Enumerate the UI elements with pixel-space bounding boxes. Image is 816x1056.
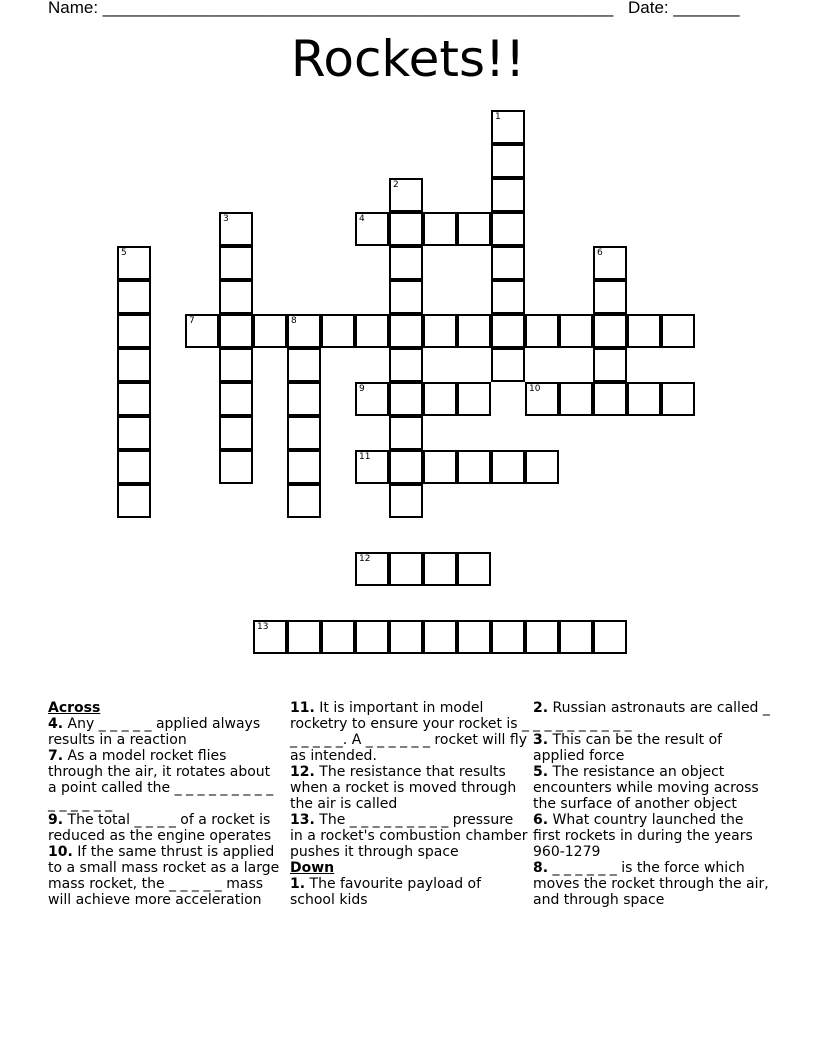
grid-cell[interactable] <box>117 484 151 518</box>
grid-cell[interactable] <box>525 382 559 416</box>
clue-number: 12 <box>359 554 371 564</box>
grid-cell[interactable] <box>389 348 423 382</box>
grid-cell[interactable] <box>525 620 559 654</box>
grid-cell[interactable] <box>457 620 491 654</box>
grid-cell[interactable] <box>491 246 525 280</box>
grid-cell[interactable] <box>219 416 253 450</box>
grid-cell[interactable] <box>457 450 491 484</box>
grid-cell[interactable] <box>355 620 389 654</box>
grid-cell[interactable] <box>491 178 525 212</box>
grid-cell[interactable] <box>117 246 151 280</box>
grid-cell[interactable] <box>491 620 525 654</box>
grid-cell[interactable] <box>593 246 627 280</box>
grid-cell[interactable] <box>389 416 423 450</box>
grid-cell[interactable] <box>559 382 593 416</box>
clue-across-10: 10. If the same thrust is applied to a small mass rocket as a large mass rocket, the _ _ _ _ _ mass will achieve more acceleration <box>48 844 280 908</box>
grid-cell[interactable] <box>389 484 423 518</box>
clue-across-12: 12. The resistance that results when a rocket is moved through the air is called <box>290 764 517 812</box>
grid-cell[interactable] <box>423 620 457 654</box>
grid-cell[interactable] <box>525 450 559 484</box>
grid-cell[interactable] <box>355 314 389 348</box>
clue-down-3: 3. This can be the result of applied force <box>533 732 723 764</box>
clue-down-6: 6. What country launched the first rockets in during the years 960-1279 <box>533 812 753 860</box>
grid-cell[interactable] <box>219 314 253 348</box>
grid-cell[interactable] <box>389 450 423 484</box>
grid-cell[interactable] <box>593 280 627 314</box>
clue-across-7: 7. As a model rocket flies through the air, it rotates about a point called the _ _ _ _ _ _ _ _ _ _ _ _ _ _ _ <box>48 748 274 812</box>
grid-cell[interactable] <box>389 246 423 280</box>
clue-number: 4 <box>359 214 365 224</box>
grid-cell[interactable] <box>593 314 627 348</box>
grid-cell[interactable] <box>355 450 389 484</box>
grid-cell[interactable] <box>389 178 423 212</box>
grid-cell[interactable] <box>627 382 661 416</box>
clue-number: 7 <box>189 316 195 326</box>
clue-number: 9 <box>359 384 365 394</box>
clue-number: 10 <box>529 384 541 394</box>
grid-cell[interactable] <box>117 450 151 484</box>
grid-cell[interactable] <box>185 314 219 348</box>
grid-cell[interactable] <box>389 620 423 654</box>
grid-cell[interactable] <box>219 212 253 246</box>
grid-cell[interactable] <box>321 314 355 348</box>
page-title: Rockets!! <box>290 30 526 88</box>
grid-cell[interactable] <box>491 450 525 484</box>
clue-number: 3 <box>223 214 229 224</box>
grid-cell[interactable] <box>423 552 457 586</box>
grid-cell[interactable] <box>287 620 321 654</box>
grid-cell[interactable] <box>525 314 559 348</box>
grid-cell[interactable] <box>117 280 151 314</box>
grid-cell[interactable] <box>661 382 695 416</box>
grid-cell[interactable] <box>491 144 525 178</box>
grid-cell[interactable] <box>491 348 525 382</box>
grid-cell[interactable] <box>423 314 457 348</box>
clue-number: 6 <box>597 248 603 258</box>
grid-cell[interactable] <box>593 348 627 382</box>
grid-cell[interactable] <box>287 450 321 484</box>
grid-cell[interactable] <box>457 314 491 348</box>
clue-across-11: 11. It is important in model rocketry to ensure your rocket is _ _ _ _ _ _. A _ _ _ _ _ _ rocket will fly as intended. <box>290 700 530 764</box>
clue-number: 13 <box>257 622 269 632</box>
grid-cell[interactable] <box>423 212 457 246</box>
date-field[interactable]: Date: _______ <box>628 0 740 17</box>
grid-cell[interactable] <box>355 382 389 416</box>
name-field[interactable]: Name: ______________________________________________________ <box>48 0 614 17</box>
grid-cell[interactable] <box>219 382 253 416</box>
down-heading: Down <box>290 860 335 876</box>
grid-cell[interactable] <box>491 110 525 144</box>
grid-cell[interactable] <box>219 450 253 484</box>
across-heading: Across <box>48 700 101 716</box>
clue-number: 11 <box>359 452 371 462</box>
grid-cell[interactable] <box>457 552 491 586</box>
clues-column-1 <box>48 700 283 908</box>
grid-cell[interactable] <box>287 382 321 416</box>
grid-cell[interactable] <box>355 212 389 246</box>
clue-number: 5 <box>121 248 127 258</box>
grid-cell[interactable] <box>253 314 287 348</box>
grid-cell[interactable] <box>423 382 457 416</box>
grid-cell[interactable] <box>321 620 355 654</box>
grid-cell[interactable] <box>661 314 695 348</box>
grid-cell[interactable] <box>593 382 627 416</box>
grid-cell[interactable] <box>627 314 661 348</box>
clues-column-3 <box>533 700 773 908</box>
grid-cell[interactable] <box>593 620 627 654</box>
grid-cell[interactable] <box>287 314 321 348</box>
grid-cell[interactable] <box>491 212 525 246</box>
clue-across-4: 4. Any _ _ _ _ _ applied always results in a reaction <box>48 716 261 748</box>
clue-down-1: 1. The favourite payload of school kids <box>290 876 482 908</box>
grid-cell[interactable] <box>389 212 423 246</box>
grid-cell[interactable] <box>219 246 253 280</box>
clue-down-5: 5. The resistance an object encounters while moving across the surface of another object <box>533 764 759 812</box>
clues-column-2 <box>290 700 530 908</box>
grid-cell[interactable] <box>117 416 151 450</box>
clue-across-13: 13. The _ _ _ _ _ _ _ _ _ pressure in a rocket's combustion chamber pushes it through space <box>290 812 528 860</box>
grid-cell[interactable] <box>389 552 423 586</box>
grid-cell[interactable] <box>423 450 457 484</box>
grid-cell[interactable] <box>253 620 287 654</box>
clue-number: 8 <box>291 316 297 326</box>
grid-cell[interactable] <box>389 280 423 314</box>
grid-cell[interactable] <box>287 484 321 518</box>
grid-cell[interactable] <box>389 382 423 416</box>
grid-cell[interactable] <box>355 552 389 586</box>
grid-cell[interactable] <box>389 314 423 348</box>
clue-down-2: 2. Russian astronauts are called _ _ _ _ _ _ _ _ _ _ <box>533 700 770 732</box>
clue-number: 1 <box>495 112 501 122</box>
grid-cell[interactable] <box>219 348 253 382</box>
grid-cell[interactable] <box>219 280 253 314</box>
grid-cell[interactable] <box>117 382 151 416</box>
grid-cell[interactable] <box>287 416 321 450</box>
grid-cell[interactable] <box>559 314 593 348</box>
grid-cell[interactable] <box>117 348 151 382</box>
grid-cell[interactable] <box>559 620 593 654</box>
grid-cell[interactable] <box>287 348 321 382</box>
grid-cell[interactable] <box>491 314 525 348</box>
grid-cell[interactable] <box>457 382 491 416</box>
grid-cell[interactable] <box>457 212 491 246</box>
clue-number: 2 <box>393 180 399 190</box>
clue-down-8: 8. _ _ _ _ _ _ is the force which moves the rocket through the air, and through space <box>533 860 769 908</box>
grid-cell[interactable] <box>491 280 525 314</box>
grid-cell[interactable] <box>117 314 151 348</box>
clue-across-9: 9. The total _ _ _ _ of a rocket is reduced as the engine operates <box>48 812 272 844</box>
